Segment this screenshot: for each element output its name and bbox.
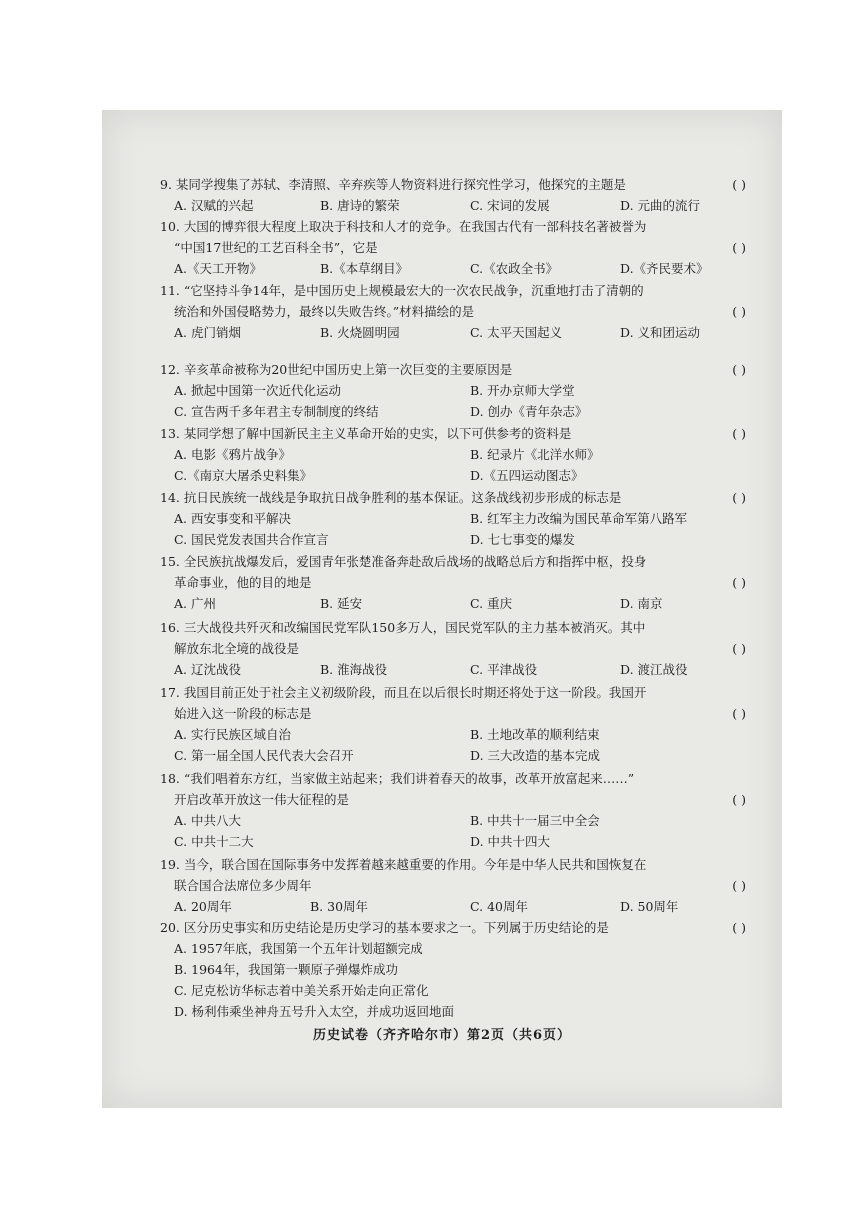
option-a: A. 汉赋的兴起 — [174, 198, 254, 213]
option-b: B. 纪录片《北洋水师》 — [470, 447, 600, 462]
answer-bracket: ( ) — [732, 362, 746, 377]
option-b: B.《本草纲目》 — [320, 261, 409, 276]
option-b: B. 红军主力改编为国民革命军第八路军 — [470, 511, 688, 526]
question-stem-cont: 开启改革开放这一伟大征程的是 — [174, 792, 350, 807]
option-d: D. 元曲的流行 — [620, 198, 701, 213]
question-stem: 14. 抗日民族统一战线是争取抗日战争胜利的基本保证。这条战线初步形成的标志是 — [160, 490, 622, 505]
option-a: A.《天工开物》 — [174, 261, 263, 276]
option-d: D. 义和团运动 — [620, 325, 701, 340]
question-stem-cont: 革命事业，他的目的地是 — [174, 575, 312, 590]
option-c: C. 中共十二大 — [174, 834, 254, 849]
option-c: C. 第一届全国人民代表大会召开 — [174, 748, 354, 763]
option-a: A. 1957年底，我国第一个五年计划超额完成 — [174, 941, 423, 956]
option-d: D. 七七事变的爆发 — [470, 532, 576, 547]
option-b: B. 中共十一届三中全会 — [470, 813, 600, 828]
question-stem-cont: “中国17世纪的工艺百科全书”，它是 — [174, 240, 378, 255]
answer-bracket: ( ) — [732, 706, 746, 721]
option-a: A. 广州 — [174, 596, 216, 611]
answer-bracket: ( ) — [732, 792, 746, 807]
option-a: A. 中共八大 — [174, 813, 241, 828]
question-17 — [160, 682, 746, 766]
option-d: D.《五四运动图志》 — [470, 468, 584, 483]
option-b: B. 1964年，我国第一颗原子弹爆炸成功 — [174, 962, 398, 977]
answer-bracket: ( ) — [732, 490, 746, 505]
option-c: C. 40周年 — [470, 899, 528, 914]
option-b: B. 30周年 — [310, 899, 369, 914]
answer-bracket: ( ) — [732, 177, 746, 192]
answer-bracket: ( ) — [732, 920, 746, 935]
option-c: C.《农政全书》 — [470, 261, 559, 276]
option-c: C. 太平天国起义 — [470, 325, 563, 340]
option-c: C. 尼克松访华标志着中美关系开始走向正常化 — [174, 983, 429, 998]
exam-page — [102, 110, 782, 1108]
option-b: B. 唐诗的繁荣 — [320, 198, 400, 213]
question-12 — [160, 359, 746, 422]
answer-bracket: ( ) — [732, 426, 746, 441]
option-b: B. 延安 — [320, 596, 363, 611]
answer-bracket: ( ) — [732, 240, 746, 255]
option-a: A. 虎门销烟 — [174, 325, 241, 340]
option-c: C. 重庆 — [470, 596, 513, 611]
question-stem-cont: 统治和外国侵略势力，最终以失败告终。”材料描绘的是 — [174, 304, 475, 319]
question-13 — [160, 423, 746, 486]
answer-bracket: ( ) — [732, 575, 746, 590]
question-stem: 10. 大国的博弈很大程度上取决于科技和人才的竞争。在我国古代有一部科技名著被誉为 — [160, 219, 647, 234]
question-19 — [160, 854, 746, 917]
question-15 — [160, 551, 746, 614]
option-b: B. 开办京师大学堂 — [470, 383, 575, 398]
option-d: D. 中共十四大 — [470, 834, 551, 849]
question-stem: 20. 区分历史事实和历史结论是历史学习的基本要求之一。下列属于历史结论的是 — [160, 920, 609, 935]
option-d: D. 50周年 — [620, 899, 679, 914]
question-stem: 13. 某同学想了解中国新民主主义革命开始的史实，以下可供参考的资料是 — [160, 426, 572, 441]
question-stem: 17. 我国目前正处于社会主义初级阶段，而且在以后很长时期还将处于这一阶段。我国开 — [160, 685, 647, 700]
page-footer: 历史试卷（齐齐哈尔市）第2页（共6页） — [312, 1028, 572, 1043]
question-stem: 19. 当今，联合国在国际事务中发挥着越来越重要的作用。今年是中华人民共和国恢复在 — [160, 857, 647, 872]
option-a: A. 辽沈战役 — [174, 662, 241, 677]
option-c: C. 宣告两千多年君主专制制度的终结 — [174, 404, 379, 419]
question-stem-cont: 始进入这一阶段的标志是 — [174, 706, 312, 721]
question-stem-cont: 联合国合法席位多少周年 — [174, 878, 312, 893]
option-d: D. 创办《青年杂志》 — [470, 404, 588, 419]
question-stem: 11. “它坚持斗争14年，是中国历史上规模最宏大的一次农民战争，沉重地打击了清朝的 — [160, 283, 644, 298]
question-10 — [160, 216, 746, 279]
option-c: C. 宋词的发展 — [470, 198, 550, 213]
question-16 — [160, 617, 746, 680]
option-c: C.《南京大屠杀史料集》 — [174, 468, 313, 483]
option-d: D. 杨利伟乘坐神舟五号升入太空，并成功返回地面 — [174, 1004, 455, 1019]
question-11 — [160, 280, 746, 343]
question-stem: 16. 三大战役共歼灭和改编国民党军队150多万人，国民党军队的主力基本被消灭。其中 — [160, 620, 646, 635]
question-stem: 15. 全民族抗战爆发后，爱国青年张楚准备奔赴敌后战场的战略总后方和指挥中枢，投身 — [160, 554, 647, 569]
option-a: A. 西安事变和平解决 — [174, 511, 291, 526]
question-stem: 12. 辛亥革命被称为20世纪中国历史上第一次巨变的主要原因是 — [160, 362, 513, 377]
option-d: D.《齐民要术》 — [620, 261, 709, 276]
question-9 — [160, 174, 746, 216]
option-a: A. 电影《鸦片战争》 — [174, 447, 291, 462]
option-d: D. 三大改造的基本完成 — [470, 748, 601, 763]
question-stem: 9. 某同学搜集了苏轼、李清照、辛弃疾等人物资料进行探究性学习，他探究的主题是 — [160, 177, 626, 192]
option-b: B. 火烧圆明园 — [320, 325, 400, 340]
answer-bracket: ( ) — [732, 641, 746, 656]
option-b: B. 土地改革的顺利结束 — [470, 727, 600, 742]
option-a: A. 20周年 — [174, 899, 232, 914]
option-c: C. 国民党发表国共合作宣言 — [174, 532, 329, 547]
question-14 — [160, 487, 746, 550]
option-a: A. 实行民族区域自治 — [174, 727, 291, 742]
option-b: B. 淮海战役 — [320, 662, 388, 677]
option-c: C. 平津战役 — [470, 662, 538, 677]
question-stem-cont: 解放东北全境的战役是 — [174, 641, 300, 656]
answer-bracket: ( ) — [732, 304, 746, 319]
option-d: D. 渡江战役 — [620, 662, 688, 677]
question-20 — [160, 917, 746, 1022]
question-stem: 18. “我们唱着东方红，当家做主站起来；我们讲着春天的故事，改革开放富起来……” — [160, 771, 635, 786]
answer-bracket: ( ) — [732, 878, 746, 893]
question-18 — [160, 768, 746, 852]
option-a: A. 掀起中国第一次近代化运动 — [174, 383, 341, 398]
option-d: D. 南京 — [620, 596, 663, 611]
